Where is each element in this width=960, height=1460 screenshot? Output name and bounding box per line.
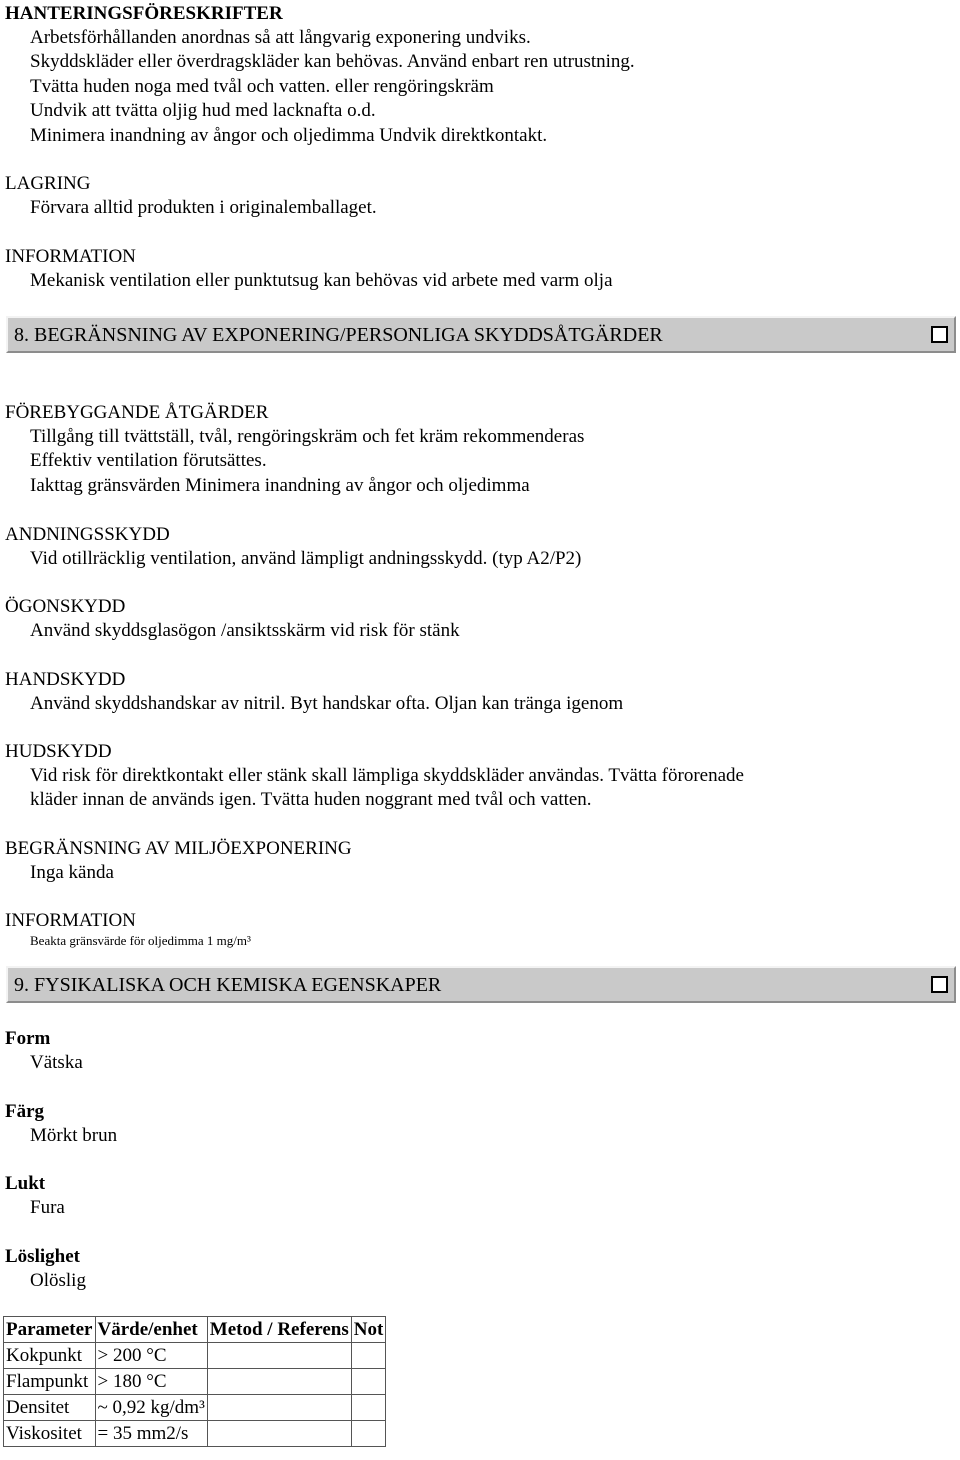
environment-section [0,837,960,885]
color-property [0,1100,960,1148]
table-header-value: Värde/enhet [95,1317,207,1343]
section-9-title: 9. FYSIKALISKA OCH KEMISKA EGENSKAPER [14,974,442,996]
preventive-line-3: Iakttag gränsvärden Minimera inandning av ångor och oljedimma [30,474,530,496]
solubility-label: Löslighet [5,1246,80,1267]
environment-text: Inga kända [30,862,114,883]
section-9-header [6,966,956,1003]
color-value: Mörkt brun [30,1125,118,1146]
eye-protection-section [0,595,960,643]
properties-table [3,1316,386,1447]
handling-section [0,2,960,148]
preventive-heading: FÖREBYGGANDE ÅTGÄRDER [5,402,269,423]
odor-value: Fura [30,1197,65,1218]
table-cell: Kokpunkt [4,1343,96,1369]
table-cell: Densitet [4,1395,96,1421]
form-label: Form [5,1028,51,1049]
skin-protection-line-1: Vid risk för direktkontakt eller stänk skall lämpliga skyddskläder användas. Tvätta förorenade [30,765,744,786]
respiratory-text: Vid otillräcklig ventilation, använd lämpligt andningsskydd. (typ A2/P2) [30,548,582,569]
form-property [0,1027,960,1075]
handling-line-5: Minimera inandning av ångor och oljedimma Undvik direktkontakt. [30,124,548,146]
information-text-2: Beakta gränsvärde för oljedimma 1 mg/m³ [30,933,251,948]
hand-protection-heading: HANDSKYDD [5,669,126,690]
section-8-title: 8. BEGRÄNSNING AV EXPONERING/PERSONLIGA SKYDDSÅTGÄRDER [14,324,663,346]
handling-line-2: Skyddskläder eller överdragskläder kan behövas. Använd enbart ren utrustning. [30,51,635,73]
hand-protection-section [0,668,960,716]
information-section-2 [0,909,960,949]
table-cell [207,1421,351,1447]
skin-protection-section [0,740,960,813]
table-cell [351,1343,386,1369]
table-row [4,1395,386,1421]
handling-line-4: Undvik att tvätta oljig hud med lacknafta o.d. [30,100,376,122]
skin-protection-line-2: kläder innan de används igen. Tvätta huden noggrant med tvål och vatten. [30,789,592,811]
table-header-note: Not [351,1317,386,1343]
preventive-line-2: Effektiv ventilation förutsättes. [30,450,267,472]
information-text-1: Mekanisk ventilation eller punktutsug kan behövas vid arbete med varm olja [30,270,613,291]
table-cell: = 35 mm2/s [95,1421,207,1447]
respiratory-section [0,523,960,571]
table-cell [207,1395,351,1421]
table-row [4,1421,386,1447]
information-heading-2: INFORMATION [5,910,136,931]
storage-section [0,172,960,220]
table-row [4,1369,386,1395]
form-value: Vätska [30,1052,83,1073]
environment-heading: BEGRÄNSNING AV MILJÖEXPONERING [5,838,352,859]
table-header-parameter: Parameter [4,1317,96,1343]
skin-protection-heading: HUDSKYDD [5,741,112,762]
handling-line-3: Tvätta huden noga med tvål och vatten. eller rengöringskräm [30,75,494,97]
information-section-1 [0,245,960,293]
table-cell [351,1395,386,1421]
table-header-row [4,1317,386,1343]
odor-label: Lukt [5,1173,46,1194]
table-cell [351,1369,386,1395]
preventive-section [0,401,960,498]
table-cell: Flampunkt [4,1369,96,1395]
preventive-line-1: Tillgång till tvättställ, tvål, rengöringskräm och fet kräm rekommenderas [30,426,585,447]
solubility-value: Olöslig [30,1270,86,1291]
section-8-header [6,316,956,353]
storage-text: Förvara alltid produkten i originalemballaget. [30,197,377,218]
handling-heading: HANTERINGSFÖRESKRIFTER [5,3,283,24]
respiratory-heading: ANDNINGSSKYDD [5,524,170,545]
table-cell: Viskositet [4,1421,96,1447]
table-cell [207,1369,351,1395]
table-cell: > 200 °C [95,1343,207,1369]
information-heading-1: INFORMATION [5,246,136,267]
table-cell: > 180 °C [95,1369,207,1395]
table-cell [351,1421,386,1447]
eye-protection-heading: ÖGONSKYDD [5,596,126,617]
solubility-property [0,1245,960,1293]
color-label: Färg [5,1101,45,1122]
table-cell: ~ 0,92 kg/dm³ [95,1395,207,1421]
odor-property [0,1172,960,1220]
section-8-checkbox[interactable] [931,326,948,343]
hand-protection-text: Använd skyddshandskar av nitril. Byt handskar ofta. Oljan kan tränga igenom [30,693,624,714]
table-header-method: Metod / Referens [207,1317,351,1343]
table-cell [207,1343,351,1369]
table-row [4,1343,386,1369]
handling-line-1: Arbetsförhållanden anordnas så att långvarig exponering undviks. [30,27,531,48]
storage-heading: LAGRING [5,173,91,194]
eye-protection-text: Använd skyddsglasögon /ansiktsskärm vid risk för stänk [30,620,460,641]
section-9-checkbox[interactable] [931,976,948,993]
